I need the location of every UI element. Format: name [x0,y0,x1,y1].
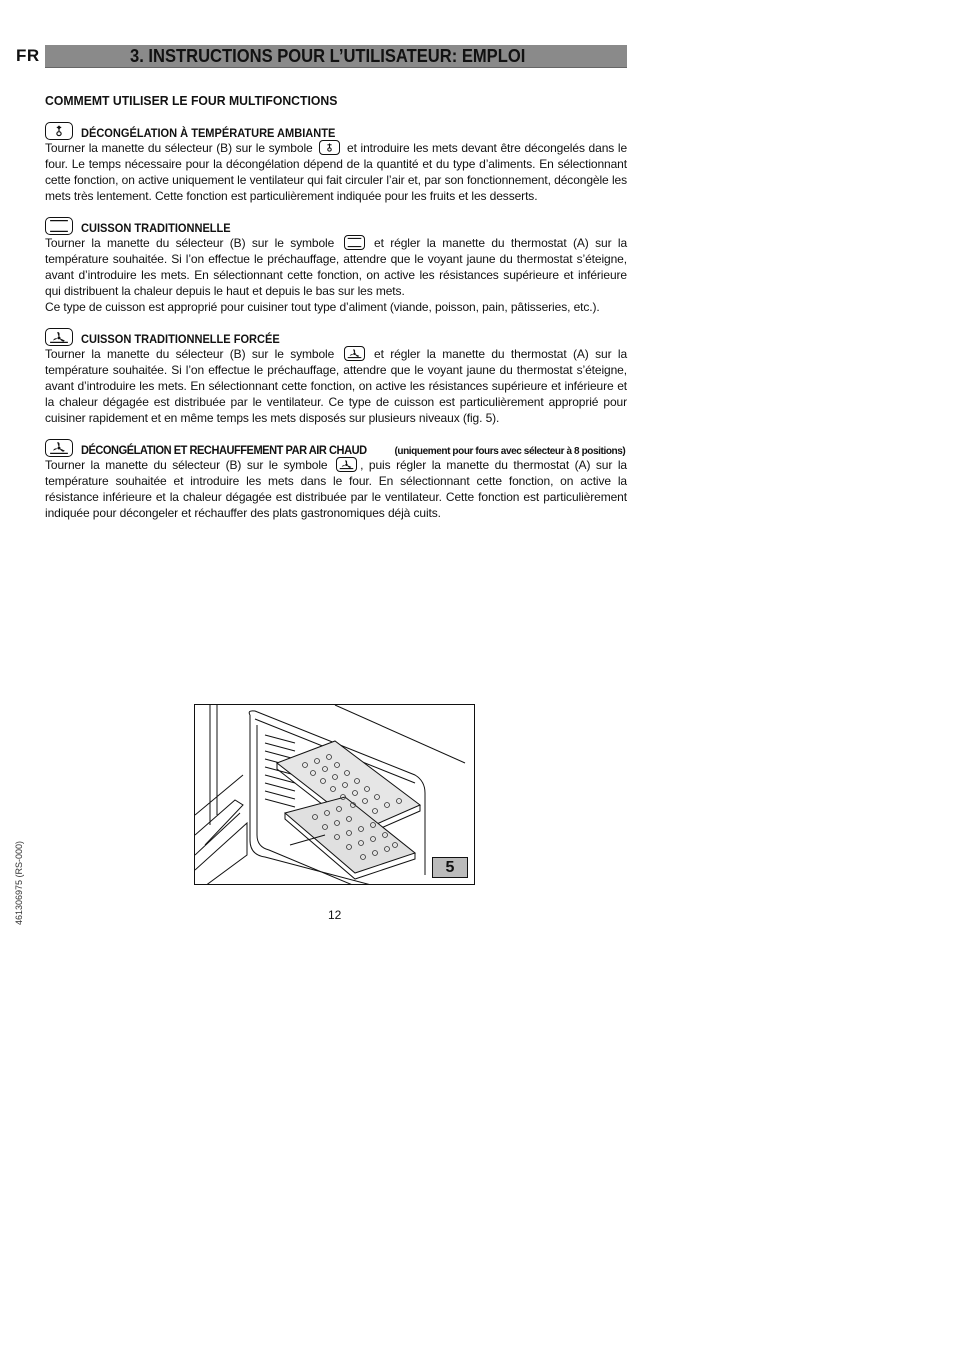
section-title-label: DÉCONGÉLATION ET RECHAUFFEMENT PAR AIR CHAUD [81,443,367,457]
section-title-traditional [45,213,627,235]
language-code: FR [16,46,40,65]
fan-icon [45,439,73,457]
section-title-defrost [45,118,627,140]
section-text-forced: Tourner la manette du sélecteur (B) sur le symbole et régler la manette du thermostat (A) sur la température souhaitée. Si l’on effectue le préchauffage, attendre que le voyant jaune du thermostat s’éteigne, avant d’introduire les mets. En sélectionnant cette fonction, on active les résistances supérieure et inférieure et la chaleur dégagée est distribuée par le ventilateur. Ce type de cuisson est particulièrement approprié pour cuisiner rapidement et en même temps les mets disposés sur plusieurs niveaux (fig. 5). [45,347,628,425]
fan-icon [45,328,73,346]
section-title-forced [45,324,627,346]
main-heading: COMMEMT UTILISER LE FOUR MULTIFONCTIONS [45,93,338,108]
defrost-icon [319,140,340,155]
content [45,90,627,521]
figure-number: 5 [432,857,468,878]
fan-icon [336,457,357,472]
title-bar [45,45,627,68]
section-title-note: (uniquement pour fours avec sélecteur à 8 positions) [394,446,626,457]
defrost-icon [45,122,73,140]
section-text-traditional: Tourner la manette du sélecteur (B) sur le symbole et régler la manette du thermostat (A) sur la température souhaitée. Si l’on effectue le préchauffage, attendre que le voyant jaune du thermostat s’éteigne, avant d’introduire les mets. En sélectionnant cette fonction, on active les résistances supérieure et inférieure qui distribuent la chaleur depuis le haut et depuis le bas sur les mets. Ce type de cuisson est approprié pour cuisiner tout type d’aliment (viande, poisson, pain, pâtisseries, etc.). [45,236,628,314]
fan-icon [344,346,365,361]
page-title: 3. INSTRUCTIONS POUR L’UTILISATEUR: EMPLOI [130,46,526,66]
section-text-defrost: Tourner la manette du sélecteur (B) sur le symbole et introduire les mets devant être décongelés dans le four. Le temps nécessaire pour la décongélation dépend de la quantité et du type d’aliments. En sélectionnant cette fonction, on active uniquement le ventilateur qui fait circuler l’air et, par son fonctionnement, décongèle les mets très lentement. Cette fonction est particulièrement indiquée pour les fruits et les desserts. [45,141,628,203]
section-title-label: CUISSON TRADITIONNELLE FORCÉE [81,332,280,346]
section-title-label: CUISSON TRADITIONNELLE [81,221,231,235]
section-title-label: DÉCONGÉLATION À TEMPÉRATURE AMBIANTE [81,126,336,140]
document-code: 461306975 (RS-000) [14,840,24,925]
section-text-hot-air: Tourner la manette du sélecteur (B) sur le symbole , puis régler la manette du thermostat (A) sur la température souhaitée et introduire les mets dans le four. En sélectionnant cette fonction, on active la résistance inférieure et la chaleur dégagée est distribuée par le ventilateur. Cette fonction est particulièrement indiquée pour décongeler et réchauffer des plats gastronomiques déjà cuits. [45,458,627,520]
section-title-hot-air [45,435,627,457]
oven-figure [194,704,475,885]
traditional-cooking-icon [344,235,365,250]
page-number: 12 [328,908,342,922]
traditional-cooking-icon [45,217,73,235]
